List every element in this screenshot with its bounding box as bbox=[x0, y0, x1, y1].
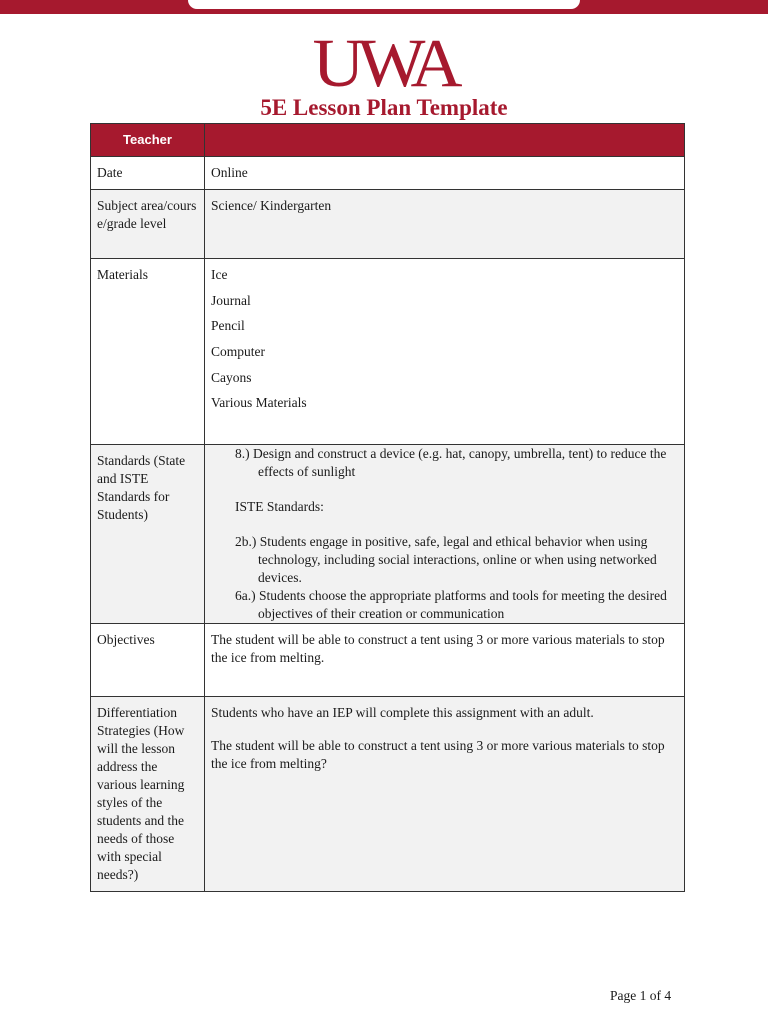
objectives-value: The student will be able to construct a tent using 3 or more various materials to stop the ice from melting. bbox=[205, 624, 685, 697]
page-number: Page 1 of 4 bbox=[610, 988, 672, 1003]
objectives-label: Objectives bbox=[91, 624, 205, 697]
lesson-plan-table bbox=[90, 123, 685, 892]
standards-value bbox=[205, 445, 685, 624]
standards-row bbox=[91, 445, 685, 624]
teacher-row bbox=[91, 124, 685, 157]
differentiation-label: Differentiation Strategies (How will the lesson address the various learning styles of the students and the needs of those with special needs?) bbox=[91, 697, 205, 892]
teacher-label: Teacher bbox=[91, 124, 205, 157]
date-value: Online bbox=[205, 157, 685, 190]
materials-item: Cayons bbox=[211, 369, 252, 385]
standard-item-8: 8.) Design and construct a device (e.g. hat, canopy, umbrella, tent) to reduce the effects of sunlight bbox=[235, 446, 667, 479]
materials-item: Pencil bbox=[211, 318, 245, 334]
materials-row bbox=[91, 259, 685, 445]
differentiation-text-2: The student will be able to construct a tent using 3 or more various materials to stop the ice from melting? bbox=[211, 738, 665, 771]
materials-item: Ice bbox=[211, 267, 228, 282]
materials-item: Journal bbox=[211, 292, 251, 308]
page-title: 5E Lesson Plan Template bbox=[260, 95, 508, 120]
subject-row bbox=[91, 190, 685, 259]
objectives-row bbox=[91, 624, 685, 697]
uwa-logo: UWA bbox=[312, 25, 456, 101]
standard-item-2b: 2b.) Students engage in positive, safe, legal and ethical behavior when using technology, including social interactions, online or when using networked devices. bbox=[235, 534, 657, 585]
differentiation-row bbox=[91, 697, 685, 892]
materials-item: Various Materials bbox=[211, 395, 307, 411]
subject-value: Science/ Kindergarten bbox=[205, 190, 685, 259]
iste-heading: ISTE Standards: bbox=[235, 499, 324, 514]
materials-list bbox=[205, 259, 685, 445]
date-label: Date bbox=[91, 157, 205, 190]
differentiation-text-1: Students who have an IEP will complete this assignment with an adult. bbox=[211, 705, 594, 720]
materials-label: Materials bbox=[91, 259, 205, 445]
differentiation-value bbox=[205, 697, 685, 892]
top-banner-tab bbox=[188, 0, 580, 9]
materials-item: Computer bbox=[211, 344, 265, 360]
subject-label: Subject area/course/grade level bbox=[91, 190, 205, 259]
date-row bbox=[91, 157, 685, 190]
teacher-value bbox=[205, 124, 685, 157]
standards-label: Standards (State and ISTE Standards for Students) bbox=[91, 445, 205, 624]
standard-item-6a: 6a.) Students choose the appropriate platforms and tools for meeting the desired objectives of their creation or communication bbox=[235, 588, 667, 621]
